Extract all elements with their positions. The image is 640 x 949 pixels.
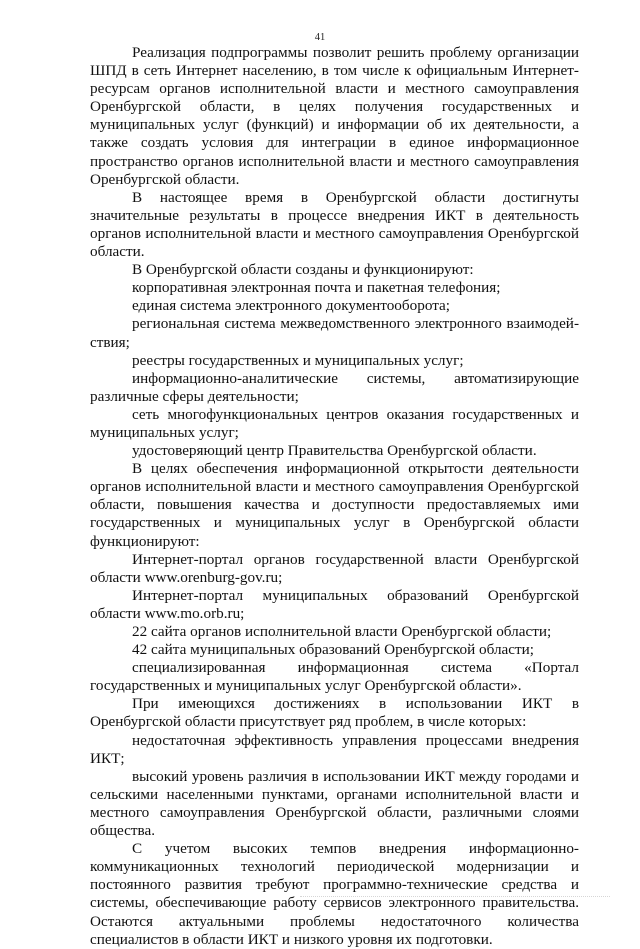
list-item-service-registries: реестры государственных и муниципальных услуг; bbox=[132, 351, 464, 369]
paragraph-current-results: В настоящее время в Оренбургской области достигнуты значительные результаты в процессе внедрения ИКТ в деятельность органов исполнительной власти и местного самоуправления Оренбургской области. bbox=[90, 188, 579, 261]
list-item-analytic-systems: информационно-аналитические системы, автоматизирующие различные сферы деятельности; bbox=[90, 369, 579, 405]
scan-edge-artifact bbox=[300, 896, 610, 899]
paragraph-openness-intro: В целях обеспечения информационной открытости деятельности органов исполнительной власти и местного самоуправления Оренбургской области, повышения качества и доступности предоставляемых ими государственных и муниципальных услуг в Оренбургской области функционируют: bbox=[90, 460, 579, 550]
list-item-digital-divide: высокий уровень различия в использовании ИКТ между городами и сельскими населенными пунктами, органами исполнительной власти и местного самоуправления Оренбургской области, различными слоями общества. bbox=[90, 767, 579, 840]
paragraph-subprogram-implementation: Реализация подпрограммы позволит решить проблему организации ШПД в сеть Интернет населению, в том числе к официальным Интернет-ресурсам органов исполнительной власти и местного самоуправления Оренбургской области, в целях получения государственных и муниципальных услуг (функций) и информации об их деятельности, а также создать условия для интеграции в единое информационное пространство органов исполнительной власти и местного самоуправления Оренбургской области. bbox=[90, 44, 579, 188]
list-item-interagency-system: региональная система межведомственного электронного взаимодействия; bbox=[90, 315, 579, 351]
page-number: 41 bbox=[314, 32, 326, 43]
list-item-document-flow: единая система электронного документооборота; bbox=[132, 297, 450, 315]
document-body bbox=[90, 44, 579, 949]
list-item-mfc-network: сеть многофункциональных центров оказания государственных и муниципальных услуг; bbox=[90, 405, 579, 441]
list-item-corporate-email: корпоративная электронная почта и пакетная телефония; bbox=[132, 279, 501, 297]
list-item-services-portal: специализированная информационная система «Портал государственных и муниципальных услуг Оренбургской области». bbox=[90, 659, 579, 695]
list-item-certification-center: удостоверяющий центр Правительства Оренбургской области. bbox=[132, 442, 537, 460]
list-item-executive-sites: 22 сайта органов исполнительной власти Оренбургской области; bbox=[132, 623, 552, 640]
list-item-municipal-portal: Интернет-портал муниципальных образований Оренбургской области www.mo.orb.ru; bbox=[90, 586, 579, 622]
list-item-municipal-sites: 42 сайта муниципальных образований Оренбургской области; bbox=[132, 641, 534, 659]
paragraph-problems-intro: При имеющихся достижениях в использовании ИКТ в Оренбургской области присутствует ряд проблем, в числе которых: bbox=[90, 695, 579, 731]
paragraph-modernization-needs: С учетом высоких темпов внедрения информационно-коммуникационных технологий периодической модернизации и постоянного развития требуют программно-технические средства и системы, обеспечивающие работу сервисов электронного правительства. Остаются актуальными проблемы недостаточного количества специалистов в области ИКТ и низкого уровня их подготовки. bbox=[90, 840, 579, 948]
paragraph-systems-intro: В Оренбургской области созданы и функционируют: bbox=[132, 261, 474, 279]
list-item-management-efficiency: недостаточная эффективность управления процессами внедрения ИКТ; bbox=[90, 731, 579, 767]
list-item-government-portal: Интернет-портал органов государственной власти Оренбургской области www.orenburg-gov.ru; bbox=[90, 550, 579, 586]
